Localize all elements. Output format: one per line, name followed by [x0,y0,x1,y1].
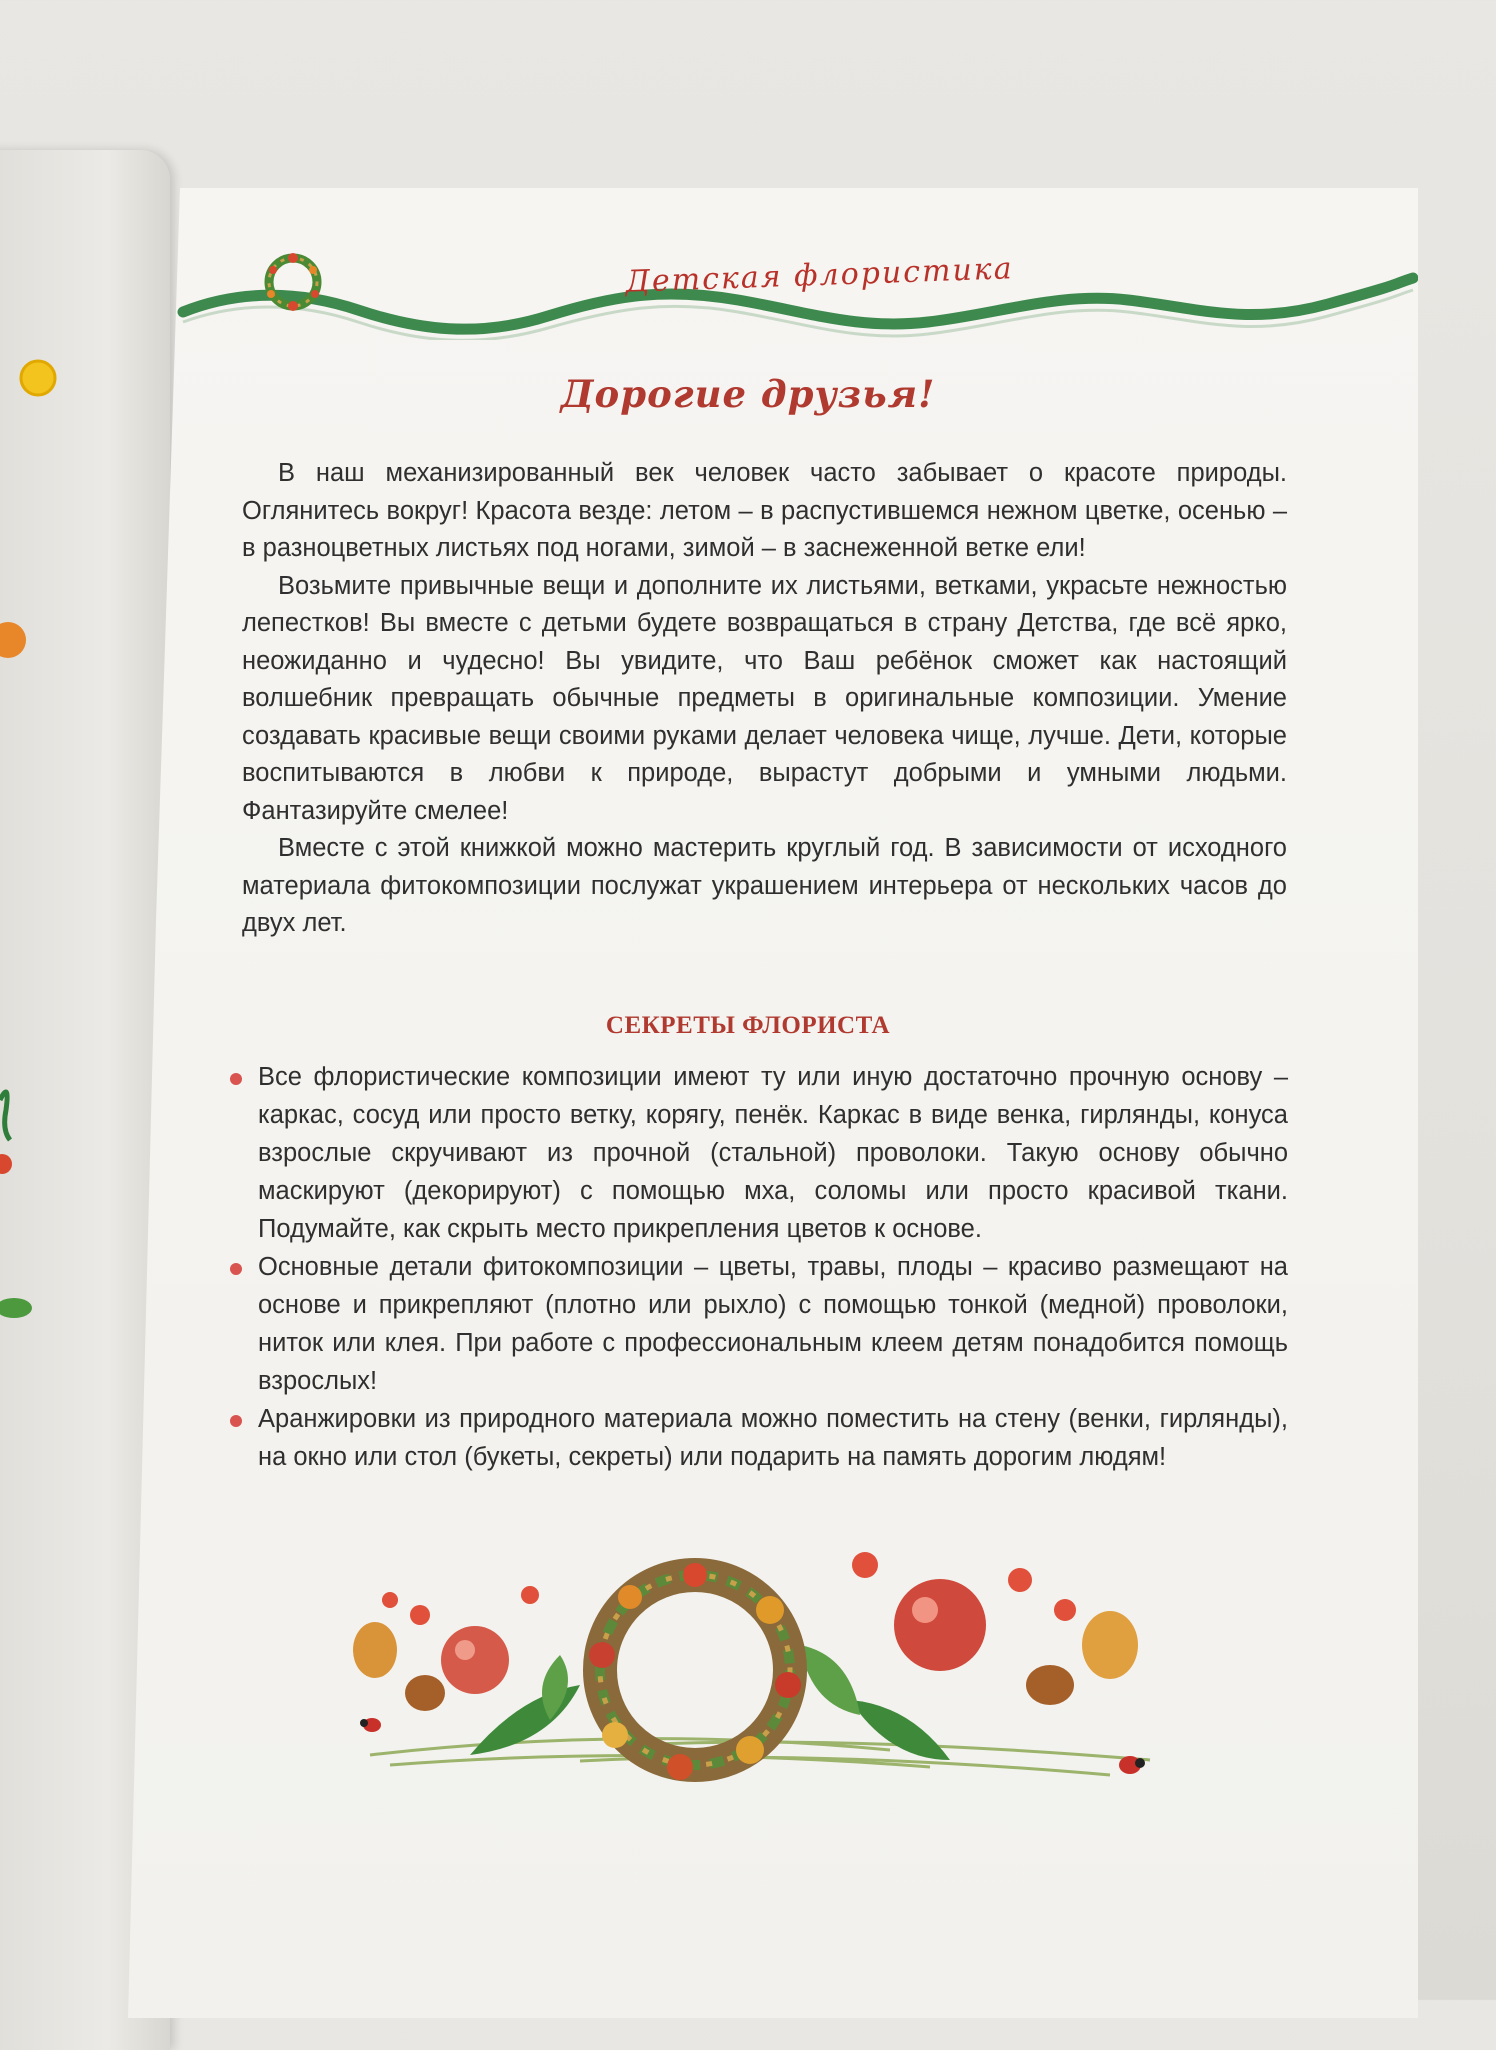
bullet-icon [230,1073,242,1085]
intro-text [242,455,1287,943]
leaf-icon [0,1298,32,1318]
header-title: Детская флористика [624,251,1015,300]
page-heading: Дорогие друзья! [560,372,936,416]
red-berry-icon [0,1154,12,1174]
bullet-icon [230,1415,242,1427]
intro-paragraph: В наш механизированный век человек часто забывает о красоте природы. Оглянитесь вокруг! Красота везде: летом – в распустившемся нежном цветке, осенью – в разноцветных листьях под ногами, зимой – в заснеженной ветке ели! [242,459,1287,562]
intro-paragraph: Вместе с этой книжкой можно мастерить круглый год. В зависимости от исходного материала фитокомпозиции послужат украшением интерьера от нескольких часов до двух лет. [242,834,1287,937]
list-item-text: Все флористические композиции имеют ту или иную достаточно прочную основу – каркас, сосуд или просто ветку, корягу, пенёк. Каркас в виде венка, гирлянды, конуса взрослые скручивают из прочной (стальной) проволоки. Такую основу обычно маскируют (декорируют) с помощью мха, соломы или просто красивой ткани. Подумайте, как скрыть место прикрепления цветов к основе. [258,1063,1288,1243]
autumn-wreath-icon [589,1563,801,1780]
list-item [228,1248,1288,1400]
list-item-text: Аранжировки из природного материала можно поместить на стену (венки, гирлянды), на окно или стол (букеты, секреты) или подарить на память дорогим людям! [258,1405,1288,1471]
intro-paragraph: Возьмите привычные вещи и дополните их листьями, ветками, украсьте нежностью лепестков! Вы вместе с детьми будете возвращаться в страну Детства, где всё ярко, неожиданно и чудесно! Вы увидите, что Ваш ребёнок сможет как настоящий волшебник превращать обычные предметы в оригинальные композиции. Умение создавать красивые вещи своими руками делает человека чище, лучше. Дети, которые воспитываются в любви к природе, вырастут добрыми и умными людьми. Фантазируйте смелее! [242,571,1287,825]
wreath-illustration [330,1535,1210,1815]
list-item [228,1058,1288,1248]
bullet-icon [230,1263,242,1275]
wreath-icon [267,253,319,311]
section-subheading: СЕКРЕТЫ ФЛОРИСТА [605,1012,891,1039]
left-page-decorations [0,340,60,1390]
list-item [228,1400,1288,1476]
tips-list [228,1058,1288,1476]
list-item-text: Основные детали фитокомпозиции – цветы, травы, плоды – красиво размещают на основе и прикрепляют (плотно или рыхло) с помощью тонкой (медной) проволоки, ниток или клея. При работе с профессиональным клеем детям понадобится помощь взрослых! [258,1253,1288,1395]
stem-icon [0,1092,10,1140]
orange-fruit-icon [0,622,26,658]
